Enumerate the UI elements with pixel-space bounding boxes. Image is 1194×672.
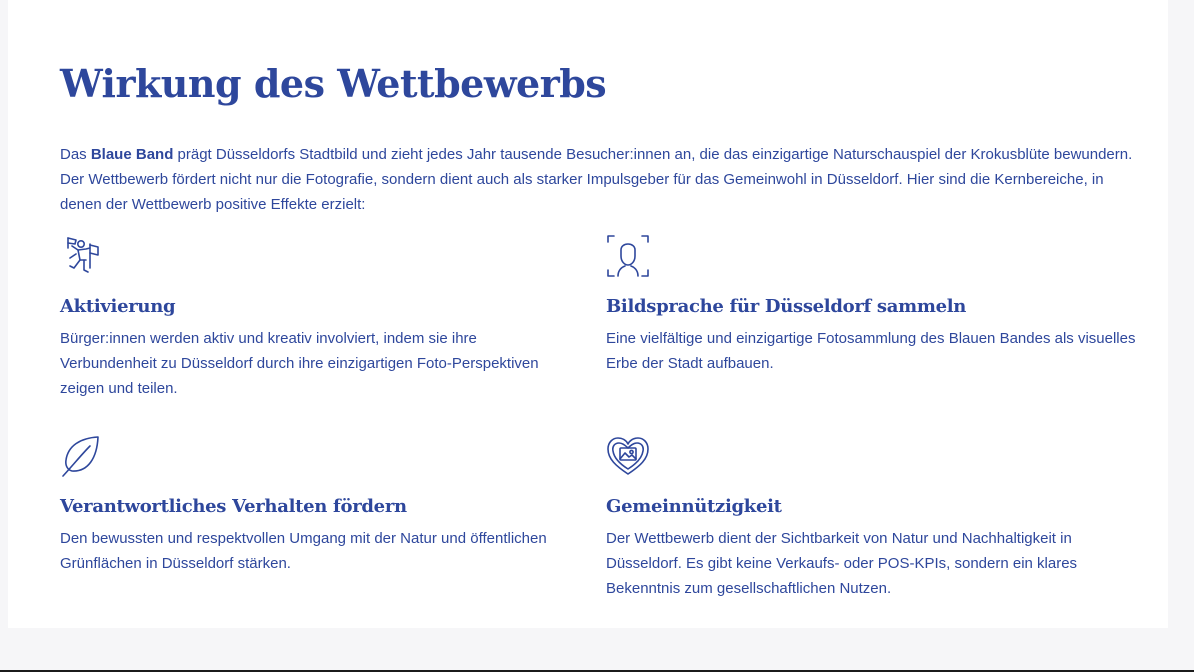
intro-text-rest: prägt Düsseldorfs Stadtbild und zieht jedes Jahr tausende Besucher:innen an, die das einzigartige Naturschauspiel der Krokusblüte bewundern. Der Wettbewerb fördert nicht nur die Fotografie, sondern dient auch als starker Impulsgeber für das Gemeinwohl in Düsseldorf. Hier sind die Kernbereiche, in denen der Wettbewerb positive Effekte erzielt:	[60, 146, 1133, 213]
feature-text: Eine vielfältige und einzigartige Fotosammlung des Blauen Bandes als visuelles Erbe der Stadt aufbauen.	[606, 330, 1136, 372]
feature-verantwortung	[60, 434, 550, 576]
feature-gemeinnuetzigkeit	[606, 434, 1146, 601]
feature-title: Bildsprache für Düsseldorf sammeln	[606, 296, 967, 317]
section-intro	[60, 142, 1140, 217]
leaf-icon	[60, 434, 104, 478]
person-with-flag-icon	[60, 234, 104, 278]
section-title: Wirkung des Wettbewerbs	[60, 61, 607, 106]
feature-title: Verantwortliches Verhalten fördern	[60, 496, 407, 517]
feature-bildsprache	[606, 234, 1146, 376]
feature-title: Gemeinnützigkeit	[606, 496, 782, 517]
intro-highlight: Blaue Band	[90, 146, 174, 163]
feature-text: Den bewussten und respektvollen Umgang mit der Natur und öffentlichen Grünflächen in Düsseldorf stärken.	[60, 530, 547, 572]
face-scan-icon	[606, 234, 650, 278]
feature-text: Bürger:innen werden aktiv und kreativ involviert, indem sie ihre Verbundenheit zu Düsseldorf durch ihre einzigartigen Foto-Perspektiven zeigen und teilen.	[60, 330, 539, 397]
feature-aktivierung	[60, 234, 550, 401]
intro-text-start: Das	[60, 146, 91, 163]
heart-image-icon	[606, 434, 650, 478]
feature-text: Der Wettbewerb dient der Sichtbarkeit von Natur und Nachhaltigkeit in Düsseldorf. Es gibt keine Verkaufs- oder POS-KPIs, sondern ein klares Bekenntnis zum gesellschaftlichen Nutzen.	[606, 530, 1078, 597]
feature-title: Aktivierung	[60, 296, 176, 317]
impact-section	[8, 0, 1168, 628]
